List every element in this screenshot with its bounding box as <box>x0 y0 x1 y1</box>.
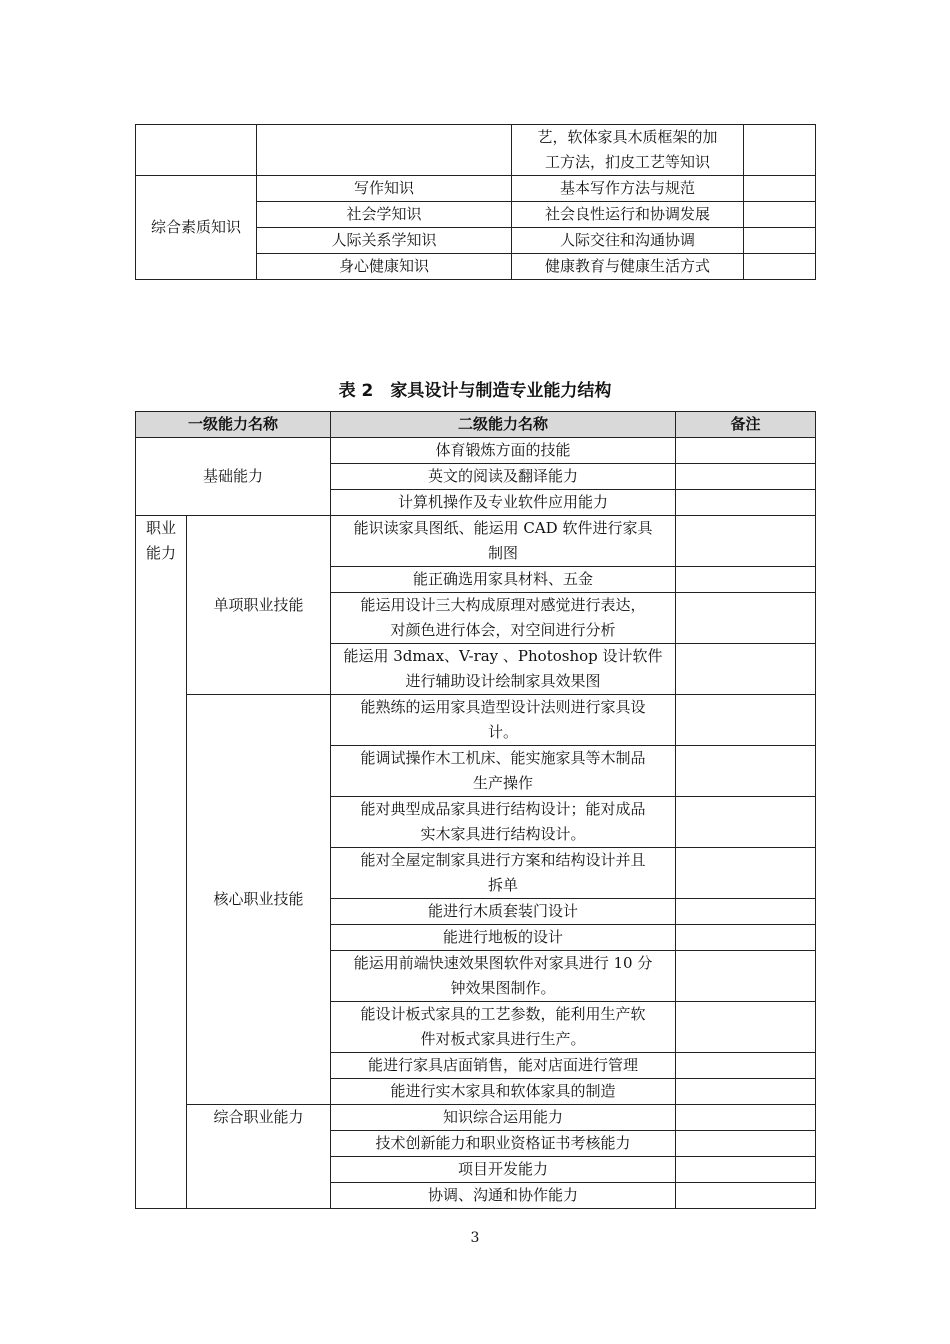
ability-item <box>331 797 676 848</box>
knowledge-table-continued <box>135 124 816 280</box>
table-title: 表 2 家具设计与制造专业能力结构 <box>338 381 612 401</box>
item-line: 能设计板式家具的工艺参数，能利用生产软 <box>360 1005 646 1023</box>
table-row <box>136 516 816 567</box>
header-row <box>136 412 816 438</box>
remark-cell <box>676 797 816 848</box>
remark-cell <box>676 1183 816 1209</box>
remark-cell <box>676 899 816 925</box>
professional-ability-label <box>136 516 187 1209</box>
knowledge-content: 社会良性运行和协调发展 <box>512 202 744 228</box>
header-level2: 二级能力名称 <box>331 412 676 438</box>
table-row <box>136 1105 816 1131</box>
item-line: 能对全屋定制家具进行方案和结构设计并且 <box>360 851 646 869</box>
remark-cell <box>676 490 816 516</box>
item-line: 能运用前端快速效果图软件对家具进行 10 分 <box>353 954 653 972</box>
label-line: 能力 <box>146 544 177 562</box>
item-line: 能对典型成品家具进行结构设计；能对成品 <box>360 800 646 818</box>
knowledge-name: 写作知识 <box>257 176 512 202</box>
remark-cell <box>676 746 816 797</box>
item-line: 进行辅助设计绘制家具效果图 <box>405 672 601 690</box>
remark-cell <box>676 644 816 695</box>
ability-item: 能进行家具店面销售，能对店面进行管理 <box>331 1053 676 1079</box>
single-skill-label: 单项职业技能 <box>187 516 331 695</box>
core-skill-label: 核心职业技能 <box>187 695 331 1105</box>
remark-cell <box>744 228 816 254</box>
remark-cell <box>676 1002 816 1053</box>
ability-item: 能正确选用家具材料、五金 <box>331 567 676 593</box>
remark-cell <box>676 1053 816 1079</box>
group-label: 综合素质知识 <box>136 176 257 280</box>
comprehensive-ability-label: 综合职业能力 <box>187 1105 331 1209</box>
table-cell <box>512 125 744 176</box>
page-number: 3 <box>470 1230 480 1246</box>
ability-item: 协调、沟通和协作能力 <box>331 1183 676 1209</box>
remark-cell <box>676 951 816 1002</box>
item-line: 能识读家具图纸、能运用 CAD 软件进行家具 <box>353 519 653 537</box>
item-line: 对颜色进行体会，对空间进行分析 <box>390 621 616 639</box>
ability-item <box>331 848 676 899</box>
remark-cell <box>676 516 816 567</box>
ability-item <box>331 1002 676 1053</box>
basic-ability-label: 基础能力 <box>136 438 331 516</box>
cell-line: 艺，软体家具木质框架的加 <box>537 128 718 146</box>
item-line: 计。 <box>488 723 519 741</box>
remark-cell <box>744 125 816 176</box>
item-line: 实木家具进行结构设计。 <box>420 825 586 843</box>
table-row <box>136 176 816 202</box>
remark-cell <box>744 202 816 228</box>
remark-cell <box>744 254 816 280</box>
ability-item: 能进行地板的设计 <box>331 925 676 951</box>
ability-item: 英文的阅读及翻译能力 <box>331 464 676 490</box>
ability-item: 技术创新能力和职业资格证书考核能力 <box>331 1131 676 1157</box>
knowledge-content: 人际交往和沟通协调 <box>512 228 744 254</box>
ability-item: 体育锻炼方面的技能 <box>331 438 676 464</box>
item-line: 能运用 3dmax、V-ray 、Photoshop 设计软件 <box>343 647 663 665</box>
item-line: 能调试操作木工机床、能实施家具等木制品 <box>360 749 646 767</box>
item-line: 制图 <box>488 544 519 562</box>
ability-item: 项目开发能力 <box>331 1157 676 1183</box>
header-remark: 备注 <box>676 412 816 438</box>
item-line: 件对板式家具进行生产。 <box>420 1030 586 1048</box>
ability-item <box>331 516 676 567</box>
remark-cell <box>676 593 816 644</box>
ability-item <box>331 644 676 695</box>
knowledge-content: 健康教育与健康生活方式 <box>512 254 744 280</box>
ability-item <box>331 746 676 797</box>
remark-cell <box>676 1131 816 1157</box>
remark-cell <box>676 464 816 490</box>
ability-item: 能进行实木家具和软体家具的制造 <box>331 1079 676 1105</box>
remark-cell <box>676 438 816 464</box>
header-level1: 一级能力名称 <box>136 412 331 438</box>
knowledge-name: 社会学知识 <box>257 202 512 228</box>
table-cell <box>257 125 512 176</box>
ability-item: 能进行木质套装门设计 <box>331 899 676 925</box>
knowledge-content: 基本写作方法与规范 <box>512 176 744 202</box>
knowledge-name: 身心健康知识 <box>257 254 512 280</box>
remark-cell <box>676 1079 816 1105</box>
ability-item <box>331 695 676 746</box>
remark-cell <box>676 695 816 746</box>
label-line: 职业 <box>146 519 177 537</box>
table-row <box>136 125 816 176</box>
remark-cell <box>676 1105 816 1131</box>
item-line: 拆单 <box>488 876 519 894</box>
table-cell <box>136 125 257 176</box>
item-line: 生产操作 <box>473 774 534 792</box>
remark-cell <box>676 848 816 899</box>
remark-cell <box>676 567 816 593</box>
ability-structure-table <box>135 411 816 1209</box>
knowledge-name: 人际关系学知识 <box>257 228 512 254</box>
table-row <box>136 438 816 464</box>
ability-item: 计算机操作及专业软件应用能力 <box>331 490 676 516</box>
ability-item: 知识综合运用能力 <box>331 1105 676 1131</box>
cell-line: 工方法，扪皮工艺等知识 <box>544 153 710 171</box>
item-line: 能熟练的运用家具造型设计法则进行家具设 <box>360 698 646 716</box>
item-line: 能运用设计三大构成原理对感觉进行表达， <box>360 596 646 614</box>
remark-cell <box>676 925 816 951</box>
remark-cell <box>744 176 816 202</box>
remark-cell <box>676 1157 816 1183</box>
item-line: 钟效果图制作。 <box>450 979 556 997</box>
ability-item <box>331 951 676 1002</box>
table-row <box>136 695 816 746</box>
ability-item <box>331 593 676 644</box>
